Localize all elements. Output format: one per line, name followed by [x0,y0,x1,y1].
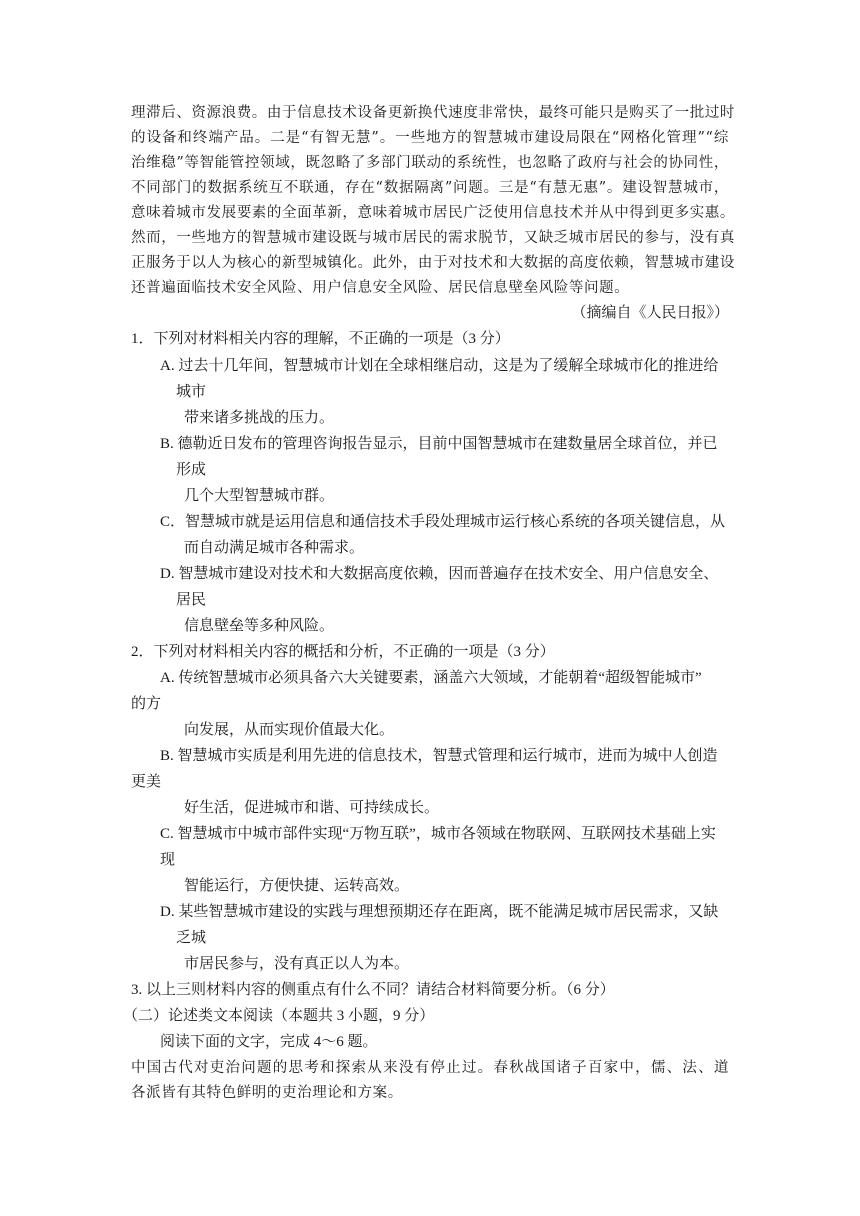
option-a-cont: 向发展，从而实现价值最大化。 [184,722,395,738]
option-d-cont: 信息壁垒等多种风险。 [184,618,335,634]
option-a-cont: 带来诸多挑战的压力。 [184,410,335,426]
option-d-wrap: 居民 [176,592,207,608]
passage-line: 各派皆有其特色鲜明的吏治理论和方案。 [131,1085,403,1101]
passage-line: 意味着城市发展要素的全面革新，意味着城市居民广泛使用信息技术并从中得到更多实惠。 [131,205,735,221]
option-d-wrap: 乏城 [176,930,207,946]
option-c-cont: 智能运行，方便快捷、运转高效。 [184,878,410,894]
option-d: D. 某些智慧城市建设的实践与理想预期还存在距离，既不能满足城市居民需求，又缺 [160,904,719,920]
option-a: A. 过去十几年间，智慧城市计划在全球相继启动，这是为了缓解全球城市化的推进给 [160,358,719,374]
passage-line: 的设备和终端产品。二是“有智无慧”。一些地方的智慧城市建设局限在“网格化管理”“综 [131,130,729,146]
option-b-cont: 几个大型智慧城市群。 [184,488,335,504]
option-c: C．智慧城市就是运用信息和通信技术手段处理城市运行核心系统的各项关键信息，从 [160,514,726,530]
passage-line: 治维稳”等智能管控领域，既忽略了多部门联动的系统性，也忽略了政府与社会的协同性， [131,155,729,171]
option-d-cont: 市居民参与，没有真正以人为本。 [184,956,410,972]
option-b-wrap: 更美 [131,774,162,790]
question-3: 3. 以上三则材料内容的侧重点有什么不同？请结合材料简要分析。（6 分） [131,982,615,998]
option-a-wrap: 的方 [131,696,162,712]
option-b: B. 德勒近日发布的管理咨询报告显示，目前中国智慧城市在建数量居全球首位，并已 [160,436,718,452]
source-citation: （摘编自《人民日报》） [571,305,729,321]
passage-line: 中国古代对吏治问题的思考和探索从来没有停止过。春秋战国诸子百家中，儒、法、道 [131,1060,729,1076]
passage-line: 不同部门的数据系统互不联通，存在“数据隔离”问题。三是“有慧无惠”。建设智慧城市， [131,180,729,196]
passage-line: 还普遍面临技术安全风险、用户信息安全风险、居民信息壁垒风险等问题。 [131,280,630,296]
option-b: B. 智慧城市实质是利用先进的信息技术，智慧式管理和运行城市，进而为城中人创造 [160,748,718,764]
option-b-wrap: 形成 [176,462,207,478]
section-heading: （二）论述类文本阅读（本题共 3 小题，9 分） [123,1008,435,1024]
option-c-wrap: 现 [160,852,176,868]
option-a-wrap: 城市 [176,384,207,400]
passage-line: 理滞后、资源浪费。由于信息技术设备更新换代速度非常快，最终可能只是购买了一批过时 [131,105,735,121]
passage-line: 然而，一些地方的智慧城市建设既与城市居民的需求脱节，又缺乏城市居民的参与，没有真 [131,230,735,246]
option-b-cont: 好生活，促进城市和谐、可持续成长。 [184,800,440,816]
question-stem: 1．下列对材料相关内容的理解，不正确的一项是（3 分） [131,331,510,347]
passage-line: 正服务于以人为核心的新型城镇化。此外，由于对技术和大数据的高度依赖，智慧城市建设 [131,255,735,271]
option-d: D. 智慧城市建设对技术和大数据高度依赖，因而普遍存在技术安全、用户信息安全、 [160,566,719,582]
question-stem: 2．下列对材料相关内容的概括和分析，不正确的一项是（3 分） [131,644,555,660]
option-a: A. 传统智慧城市必须具备六大关键要素，涵盖六大领域，才能朝着“超级智能城市” [160,670,702,686]
section-instruction: 阅读下面的文字，完成 4～6 题。 [160,1034,378,1050]
option-c-cont: 而自动满足城市各种需求。 [184,540,365,556]
option-c: C. 智慧城市中城市部件实现“万物互联”，城市各领域在物联网、互联网技术基础上实 [160,826,716,842]
